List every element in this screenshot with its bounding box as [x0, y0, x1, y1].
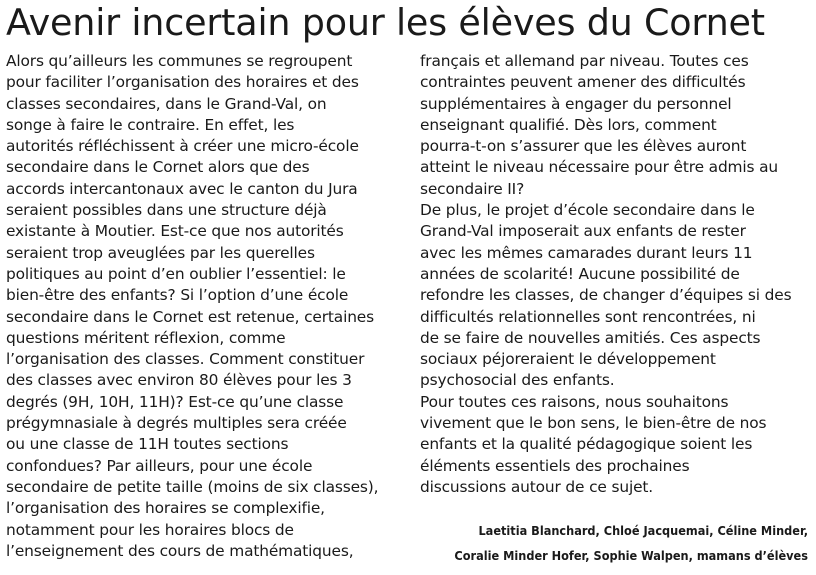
text-line: politiques au point d’en oublier l’essentiel: le — [6, 264, 346, 283]
text-line: notamment pour les horaires blocs de — [6, 520, 294, 539]
text-line: pourra-t-on s’assurer que les élèves auront — [420, 137, 747, 156]
text-line: vivement que le bon sens, le bien-être de nos — [420, 414, 767, 433]
text-line: seraient possibles dans une structure déjà — [6, 201, 327, 220]
text-line: pour faciliter l’organisation des horaires et des — [6, 73, 359, 92]
text-line: atteint le niveau nécessaire pour être admis au — [420, 158, 779, 177]
text-line: Alors qu’ailleurs les communes se regroupent — [6, 52, 353, 70]
text-line: avec les mêmes camarades durant leurs 11 — [420, 243, 753, 262]
text-line: seraient trop aveuglées par les querelles — [6, 243, 315, 262]
text-line: contraintes peuvent amener des difficultés — [420, 73, 746, 92]
article-signature — [454, 518, 808, 568]
right-column — [420, 51, 812, 498]
text-line: Pour toutes ces raisons, nous souhaitons — [420, 392, 729, 411]
text-line: enfants et la qualité pédagogique soient les — [420, 435, 753, 454]
text-line: accords intercantonaux avec le canton du Jura — [6, 179, 358, 198]
text-line: secondaire de petite taille (moins de six classes), — [6, 477, 379, 496]
article-headline: Avenir incertain pour les élèves du Cornet — [6, 1, 765, 44]
text-line: l’enseignement des cours de mathématiques, — [6, 541, 354, 560]
signature-line: Coralie Minder Hofer, Sophie Walpen, mamans d’élèves — [454, 548, 808, 563]
text-line: Grand-Val imposerait aux enfants de rester — [420, 222, 746, 241]
text-line: discussions autour de ce sujet. — [420, 477, 654, 496]
text-line: confondues? Par ailleurs, pour une école — [6, 456, 313, 475]
text-line: enseignant qualifié. Dès lors, comment — [420, 115, 717, 134]
text-line: français et allemand par niveau. Toutes ces — [420, 52, 749, 70]
text-line: l’organisation des classes. Comment constituer — [6, 350, 365, 369]
text-line: refondre les classes, de changer d’équipes si des — [420, 286, 792, 305]
text-line: éléments essentiels des prochaines — [420, 456, 690, 475]
text-line: sociaux péjoreraient le développement — [420, 350, 716, 369]
text-line: prégymnasiale à degrés multiples sera créée — [6, 414, 347, 433]
text-line: psychosocial des enfants. — [420, 371, 615, 390]
text-line: l’organisation des horaires se complexifie, — [6, 499, 325, 518]
text-line: secondaire dans le Cornet alors que des — [6, 158, 310, 177]
text-line: secondaire dans le Cornet est retenue, certaines — [6, 307, 374, 326]
text-line: classes secondaires, dans le Grand-Val, on — [6, 94, 327, 113]
text-line: bien-être des enfants? Si l’option d’une école — [6, 286, 349, 305]
text-line: degrés (9H, 10H, 11H)? Est-ce qu’une classe — [6, 392, 344, 411]
text-line: autorités réfléchissent à créer une micro-école — [6, 137, 359, 156]
text-line: supplémentaires à engager du personnel — [420, 94, 732, 113]
text-line: ou une classe de 11H toutes sections — [6, 435, 289, 454]
text-line: questions méritent réflexion, comme — [6, 328, 286, 347]
text-line: des classes avec environ 80 élèves pour les 3 — [6, 371, 352, 390]
signature-line: Laetitia Blanchard, Chloé Jacquemai, Céline Minder, — [478, 523, 808, 538]
text-line: De plus, le projet d’école secondaire dans le — [420, 201, 755, 220]
text-line: difficultés relationnelles sont rencontrées, ni — [420, 307, 756, 326]
text-line: secondaire II? — [420, 179, 525, 198]
text-line: songe à faire le contraire. En effet, les — [6, 115, 295, 134]
text-line: années de scolarité! Aucune possibilité de — [420, 264, 740, 283]
text-line: de se faire de nouvelles amitiés. Ces aspects — [420, 328, 761, 347]
text-line: existante à Moutier. Est-ce que nos autorités — [6, 222, 344, 241]
left-column — [6, 51, 410, 562]
